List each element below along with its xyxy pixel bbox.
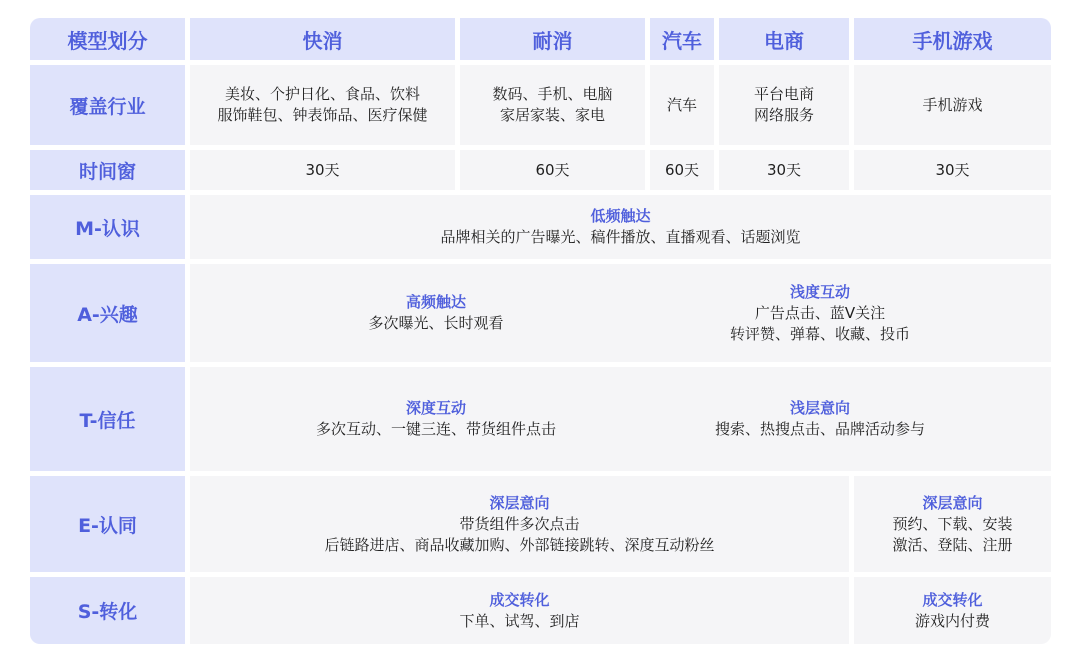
window-kuaixiao: 30天 (190, 150, 455, 190)
t-right (682, 367, 958, 471)
s-main-desc: 下单、试驾、到店 (459, 611, 580, 630)
row-label-e: E-认同 (30, 476, 185, 572)
a-right-title: 浅度互动 (789, 282, 850, 301)
a-left-title: 高频触达 (405, 293, 466, 311)
coverage-dianshang-line: 网络服务 (753, 106, 814, 124)
header-dianshang: 电商 (719, 18, 849, 60)
window-shouyou: 30天 (854, 150, 1051, 190)
row-label-s: S-转化 (30, 577, 185, 644)
e-main-title: 深层意向 (489, 493, 550, 512)
coverage-kuaixiao-line: 服饰鞋包、钟表饰品、医疗保健 (217, 106, 428, 124)
coverage-naixiao (460, 65, 645, 145)
coverage-dianshang (719, 65, 849, 145)
s-main (190, 577, 849, 644)
header-shouyou: 手机游戏 (854, 18, 1051, 60)
header-naixiao: 耐消 (460, 18, 645, 60)
t-left-title: 深度互动 (405, 399, 466, 417)
row-label-m: M-认识 (30, 195, 185, 259)
window-naixiao: 60天 (460, 150, 645, 190)
m-title: 低频触达 (590, 207, 651, 225)
a-left-desc: 多次曝光、长时观看 (368, 314, 504, 332)
window-dianshang: 30天 (719, 150, 849, 190)
t-right-desc: 搜索、热搜点击、品牌活动参与 (714, 420, 925, 438)
a-left (190, 264, 682, 362)
row-label-t: T-信任 (30, 367, 185, 471)
e-game-desc-line: 预约、下载、安装 (892, 514, 1013, 533)
t-left-desc: 多次互动、一键三连、带货组件点击 (315, 420, 556, 438)
coverage-naixiao-line: 数码、手机、电脑 (492, 85, 613, 103)
t-left (190, 367, 682, 471)
m-cell (190, 195, 1051, 259)
e-main-desc-line: 后链路进店、商品收藏加购、外部链接跳转、深度互动粉丝 (324, 535, 715, 554)
header-qiche: 汽车 (650, 18, 714, 60)
e-game-title: 深层意向 (922, 493, 983, 512)
t-right-title: 浅层意向 (789, 399, 850, 417)
coverage-dianshang-line: 平台电商 (753, 85, 814, 103)
s-game (854, 577, 1051, 644)
e-game (854, 476, 1051, 572)
s-game-title: 成交转化 (922, 590, 983, 609)
e-main-desc-line: 带货组件多次点击 (459, 514, 580, 533)
m-desc: 品牌相关的广告曝光、稿件播放、直播观看、话题浏览 (440, 228, 801, 246)
header-model: 模型划分 (30, 18, 185, 60)
coverage-kuaixiao (190, 65, 455, 145)
e-game-desc-line: 激活、登陆、注册 (892, 535, 1013, 554)
industry-model-table (30, 18, 1051, 644)
row-label-window: 时间窗 (30, 150, 185, 190)
s-main-title: 成交转化 (489, 590, 550, 609)
s-game-desc: 游戏内付费 (914, 611, 990, 630)
coverage-kuaixiao-line: 美妆、个护日化、食品、饮料 (224, 85, 420, 103)
window-qiche: 60天 (650, 150, 714, 190)
a-right-desc-line: 转评赞、弹幕、收藏、投币 (729, 324, 910, 343)
row-label-coverage: 覆盖行业 (30, 65, 185, 145)
coverage-qiche: 汽车 (650, 65, 714, 145)
a-right-desc-line: 广告点击、蓝V关注 (754, 303, 886, 322)
e-main (190, 476, 849, 572)
header-kuaixiao: 快消 (190, 18, 455, 60)
row-label-a: A-兴趣 (30, 264, 185, 362)
coverage-naixiao-line: 家居家装、家电 (499, 106, 605, 124)
a-right (682, 264, 958, 362)
coverage-shouyou: 手机游戏 (854, 65, 1051, 145)
